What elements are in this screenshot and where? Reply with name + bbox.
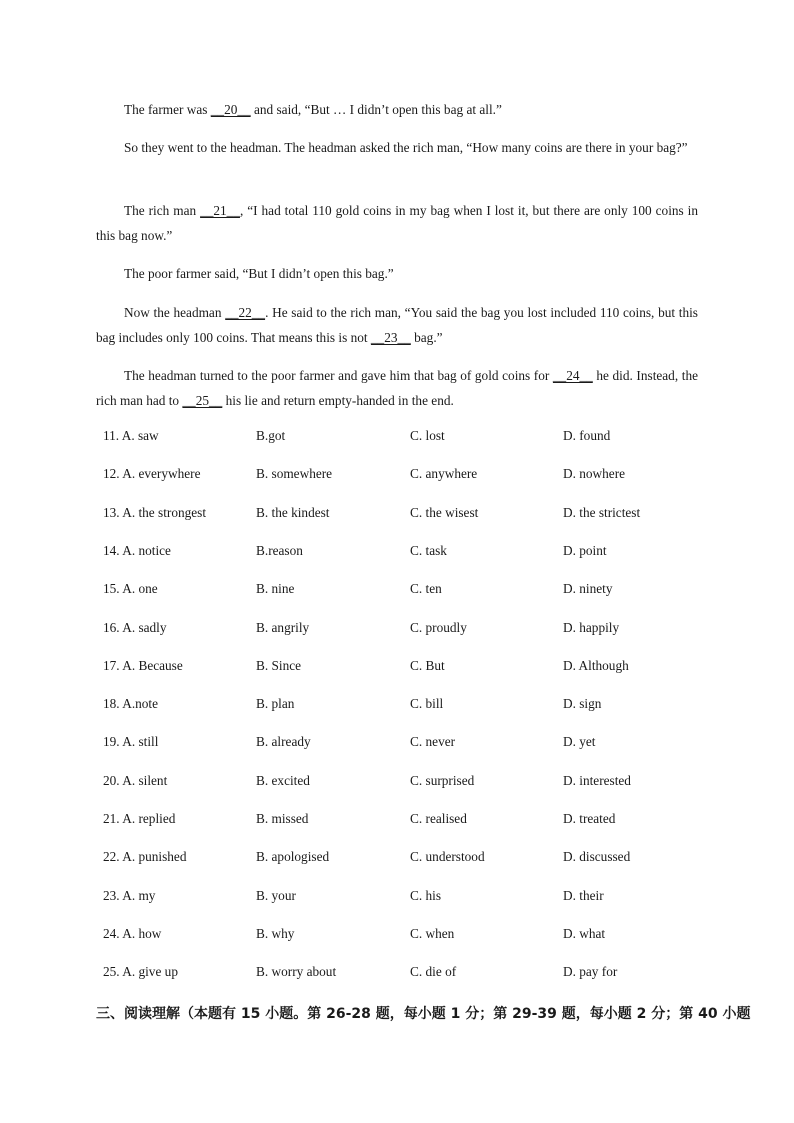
option-d[interactable]: D. nowhere	[563, 466, 626, 482]
passage-paragraph-3: The rich man __21__, “I had total 110 gold coins in my bag when I lost it, but there are only 100 coins in this bag now.”	[96, 203, 698, 243]
option-d[interactable]: D. found	[563, 428, 611, 443]
option-b[interactable]: B. plan	[256, 696, 295, 712]
option-b[interactable]: B. your	[256, 887, 296, 903]
option-d[interactable]: D. discussed	[563, 849, 631, 865]
question-row-17	[103, 658, 703, 678]
question-row-22	[103, 849, 703, 869]
blank-21: __21__	[200, 203, 240, 218]
option-a[interactable]: 15. A. one	[103, 581, 158, 597]
option-a[interactable]: 24. A. how	[103, 925, 162, 941]
option-b[interactable]: B. angrily	[256, 619, 310, 635]
option-a[interactable]: 18. A.note	[103, 696, 159, 712]
option-d[interactable]: D. the strictest	[563, 504, 641, 520]
option-d[interactable]: D. interested	[563, 772, 631, 788]
option-c[interactable]: C. lost	[410, 428, 445, 443]
option-b[interactable]: B. somewhere	[256, 466, 333, 482]
passage-paragraph-5: Now the headman __22__. He said to the rich man, “You said the bag you lost included 110 coins, but this bag includes only 100 coins. That means this is not __23__ bag.”	[96, 305, 698, 345]
passage-paragraph-6: The headman turned to the poor farmer and gave him that bag of gold coins for __24__ he did. Instead, the rich man had to __25__ his lie and return empty-handed in the end.	[96, 368, 698, 408]
question-row-19	[103, 734, 703, 754]
blank-23: __23__	[370, 330, 411, 345]
question-row-14	[103, 543, 703, 563]
option-a[interactable]: 11. A. saw	[103, 428, 159, 443]
option-b[interactable]: B. apologised	[256, 849, 330, 865]
question-row-13	[103, 505, 703, 525]
option-b[interactable]: B. worry about	[256, 964, 337, 980]
option-a[interactable]: 16. A. sadly	[103, 619, 167, 635]
option-c[interactable]: C. task	[410, 542, 447, 558]
option-d[interactable]: D. yet	[563, 734, 596, 750]
question-row-16	[103, 620, 703, 640]
option-a[interactable]: 25. A. give up	[103, 964, 178, 980]
option-b[interactable]: B. missed	[256, 811, 309, 826]
option-a[interactable]: 20. A. silent	[103, 772, 168, 788]
question-row-25	[103, 964, 703, 984]
option-a[interactable]: 14. A. notice	[103, 542, 171, 558]
passage-paragraph-2: So they went to the headman. The headman asked the rich man, “How many coins are there in your bag?”	[124, 140, 688, 155]
blank-22: __22__	[225, 305, 266, 320]
option-d[interactable]: D. Although	[563, 657, 629, 673]
question-row-24	[103, 926, 703, 946]
question-row-23	[103, 888, 703, 908]
question-row-21	[103, 811, 703, 831]
option-c[interactable]: C. bill	[410, 696, 444, 712]
option-c[interactable]: C. understood	[410, 849, 485, 865]
section-heading: 三、阅读理解（本题有 15 小题。第 26-28 题，每小题 1 分；第 29-39 题，每小题 2 分；第 40 小题	[96, 1006, 751, 1022]
option-c[interactable]: C. the wisest	[410, 504, 479, 520]
option-c[interactable]: C. surprised	[410, 772, 475, 788]
blank-25: __25__	[182, 393, 223, 408]
option-d[interactable]: D. pay for	[563, 964, 618, 980]
option-a[interactable]: 12. A. everywhere	[103, 466, 201, 482]
option-b[interactable]: B. Since	[256, 657, 302, 673]
blank-20: __20__	[210, 102, 251, 117]
option-c[interactable]: C. anywhere	[410, 466, 478, 482]
option-d[interactable]: D. ninety	[563, 581, 613, 597]
question-row-12	[103, 466, 703, 486]
option-d[interactable]: D. treated	[563, 811, 616, 826]
option-a[interactable]: 21. A. replied	[103, 811, 176, 826]
option-c[interactable]: C. proudly	[410, 619, 467, 635]
option-b[interactable]: B. why	[256, 925, 295, 941]
passage-paragraph-1: The farmer was __20__ and said, “But … I didn’t open this bag at all.”	[124, 102, 502, 117]
option-c[interactable]: C. ten	[410, 581, 442, 597]
option-b[interactable]: B.reason	[256, 542, 303, 558]
option-c[interactable]: C. But	[410, 657, 445, 673]
option-c[interactable]: C. when	[410, 925, 455, 941]
option-d[interactable]: D. point	[563, 542, 607, 558]
option-c[interactable]: C. never	[410, 734, 456, 750]
question-row-20	[103, 773, 703, 793]
option-c[interactable]: C. die of	[410, 964, 457, 980]
question-row-15	[103, 581, 703, 601]
question-row-18	[103, 696, 703, 716]
option-d[interactable]: D. what	[563, 925, 606, 941]
option-b[interactable]: B. already	[256, 734, 311, 750]
option-b[interactable]: B. excited	[256, 772, 310, 788]
option-b[interactable]: B.got	[256, 428, 286, 443]
option-d[interactable]: D. their	[563, 887, 604, 903]
option-c[interactable]: C. his	[410, 887, 442, 903]
option-a[interactable]: 13. A. the strongest	[103, 504, 207, 520]
option-a[interactable]: 22. A. punished	[103, 849, 187, 865]
option-d[interactable]: D. happily	[563, 619, 620, 635]
blank-24: __24__	[552, 368, 593, 383]
option-c[interactable]: C. realised	[410, 811, 467, 826]
passage-paragraph-4: The poor farmer said, “But I didn’t open this bag.”	[124, 266, 394, 281]
question-row-11	[103, 428, 703, 448]
option-a[interactable]: 23. A. my	[103, 887, 156, 903]
option-b[interactable]: B. the kindest	[256, 504, 330, 520]
option-a[interactable]: 17. A. Because	[103, 657, 183, 673]
option-b[interactable]: B. nine	[256, 581, 295, 597]
option-a[interactable]: 19. A. still	[103, 734, 159, 750]
option-d[interactable]: D. sign	[563, 696, 602, 712]
